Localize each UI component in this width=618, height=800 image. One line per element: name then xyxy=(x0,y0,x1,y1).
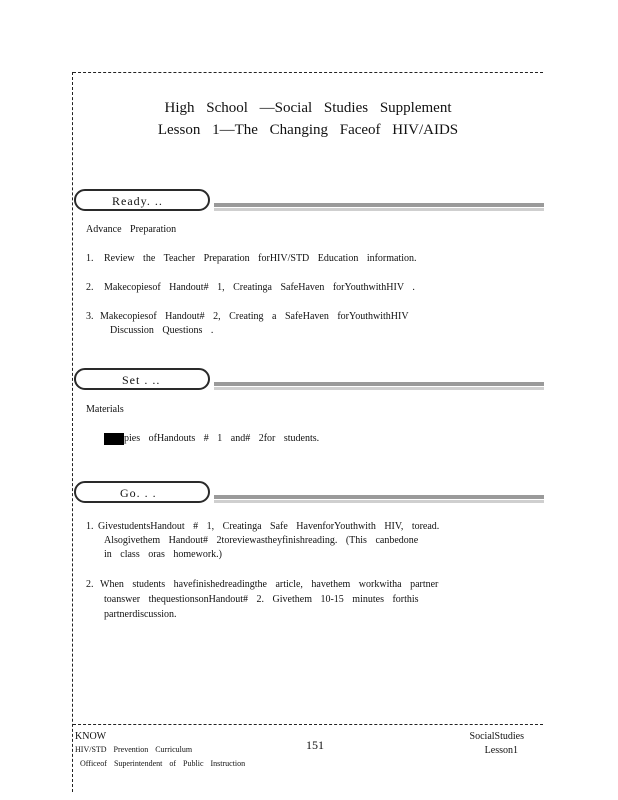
section-rule xyxy=(214,495,544,499)
list-item: Makecopiesof Handout# 1, Creatinga SafeHaven forYouthwithHIV . xyxy=(104,282,415,293)
section-pill-ready xyxy=(74,189,210,211)
section-label-set: Set . .. xyxy=(122,373,161,387)
section-pill-set xyxy=(74,368,210,390)
footer-left-line1: HIV/STD Prevention Curriculum xyxy=(75,745,193,754)
footer-right-line2: Lesson1 xyxy=(484,745,518,756)
section-header-ready xyxy=(74,189,544,217)
list-number: 2. xyxy=(86,579,94,590)
footer-left-line2: Officeof Superintendent of Public Instruction xyxy=(80,759,246,768)
redaction-block xyxy=(104,433,124,445)
list-item: Review the Teacher Preparation forHIV/STD Education information. xyxy=(104,253,417,264)
subheading-materials: Materials xyxy=(86,404,124,415)
list-item: Makecopiesof Handout# 2, Creating a SafeHaven forYouthwithHIV xyxy=(100,311,409,322)
section-pill-go xyxy=(74,481,210,503)
document-subtitle: Lesson 1—The Changing Faceof HIV/AIDS xyxy=(157,122,459,138)
section-rule xyxy=(214,208,544,211)
list-number: 1. xyxy=(86,521,94,532)
section-header-go xyxy=(74,481,544,509)
section-rule xyxy=(214,500,544,503)
materials-item: pies ofHandouts # 1 and# 2for students. xyxy=(124,433,320,444)
page-frame-top xyxy=(73,72,543,73)
list-item-continuation: Discussion Questions . xyxy=(110,325,214,336)
section-header-set xyxy=(74,368,544,396)
list-item-continuation: in class oras homework.) xyxy=(104,549,222,560)
list-item-continuation: Alsogivethem Handout# 2toreviewastheyfinishreading. (This canbedone xyxy=(104,535,419,546)
section-label-go: Go. . . xyxy=(120,486,157,500)
list-number: 3. xyxy=(86,311,94,322)
list-item-continuation: partnerdiscussion. xyxy=(104,609,177,620)
footer-left-title: KNOW xyxy=(75,731,107,742)
list-item: When students havefinishedreadingthe article, havethem workwitha partner xyxy=(100,579,439,590)
section-label-ready: Ready. .. xyxy=(112,194,163,208)
page-number: 151 xyxy=(306,738,324,752)
list-number: 1. xyxy=(86,253,94,264)
footer-right-line1: SocialStudies xyxy=(469,731,524,742)
section-rule xyxy=(214,203,544,207)
section-rule xyxy=(214,382,544,386)
document-title: High School —Social Studies Supplement xyxy=(164,100,452,116)
list-item-continuation: toanswer thequestionsonHandout# 2. Givethem 10-15 minutes forthis xyxy=(104,594,419,605)
section-rule xyxy=(214,387,544,390)
footer-rule xyxy=(73,724,543,725)
subheading-advance-preparation: Advance Preparation xyxy=(86,224,177,235)
list-item: GivestudentsHandout # 1, Creatinga Safe HavenforYouthwith HIV, toread. xyxy=(98,521,440,532)
list-number: 2. xyxy=(86,282,94,293)
page-frame-left xyxy=(72,72,73,792)
